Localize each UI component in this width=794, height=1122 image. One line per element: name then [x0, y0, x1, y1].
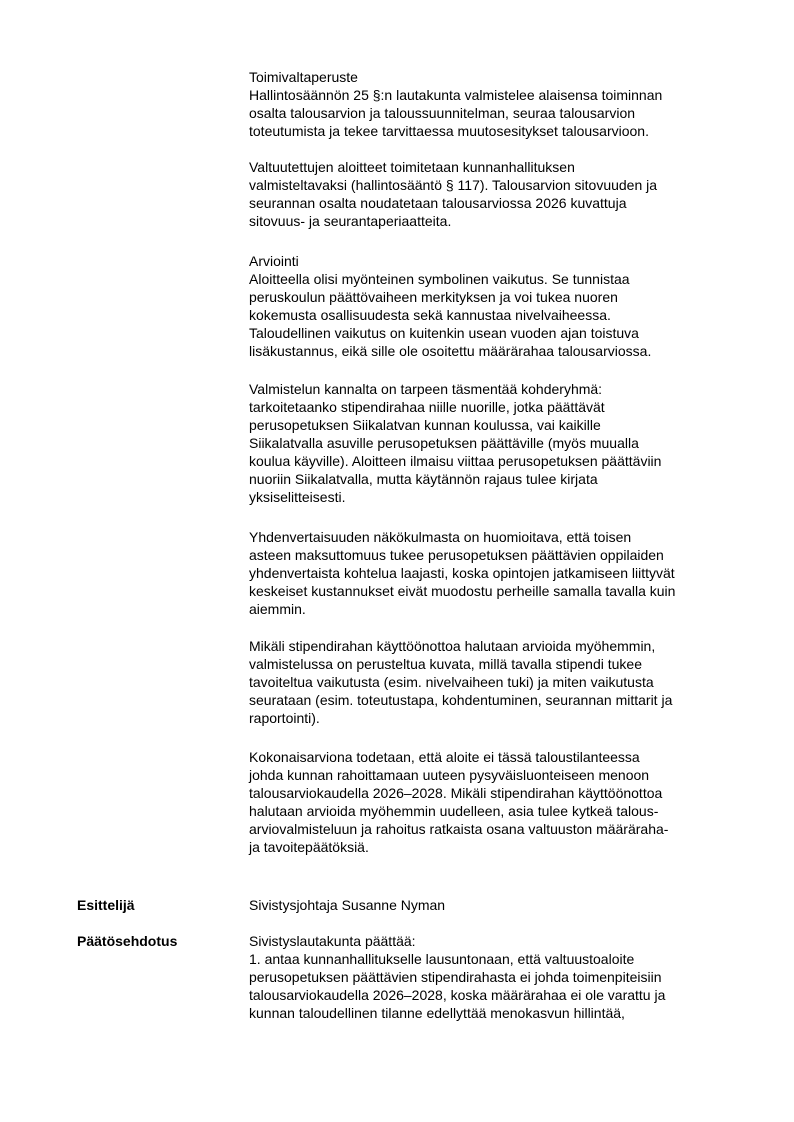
text-line: Sivistyslautakunta päättää:	[249, 933, 416, 949]
text-line: sitovuus- ja seurantaperiaatteita.	[249, 213, 452, 229]
text-line: aiemmin.	[249, 601, 306, 617]
paragraph-myohempi-arviointi	[249, 637, 749, 727]
text-line: Valmistelun kannalta on tarpeen täsmentää kohderyhmä:	[249, 381, 603, 397]
paatosehdotus-text	[249, 932, 749, 1022]
paragraph-kohderyhma	[249, 380, 749, 506]
paragraph-toimivaltaperuste	[249, 68, 749, 140]
text-line: Sivistysjohtaja Susanne Nyman	[249, 897, 446, 913]
text-line: 1. antaa kunnanhallitukselle lausuntonaan, että valtuustoaloite	[249, 951, 635, 967]
text-line: lisäkustannus, eikä sille ole osoitettu määrärahaa talousarviossa.	[249, 343, 652, 359]
text-line: keskeiset kustannukset eivät muodostu perheille samalla tavalla kuin	[249, 583, 676, 599]
text-line: talousarviokaudella 2026–2028. Mikäli stipendirahan käyttöönottoa	[249, 785, 663, 801]
paragraph-yhdenvertaisuus	[249, 528, 749, 618]
text-line: talousarviokaudella 2026–2028, koska määrärahaa ei ole varattu ja	[249, 987, 666, 1003]
esittelija-value	[249, 896, 749, 914]
text-line: tarkoitetaanko stipendirahaa niille nuorille, jotka päättävät	[249, 399, 605, 415]
text-line: Valtuutettujen aloitteet toimitetaan kunnanhallituksen	[249, 159, 575, 175]
paatosehdotus-label: Päätösehdotus	[77, 933, 178, 949]
text-line: perusopetuksen Siikalatvan kunnan koulussa, vai kaikille	[249, 417, 601, 433]
text-line: Toimivaltaperuste	[249, 69, 358, 85]
text-line: kokemusta osallisuudesta sekä kannustaa nivelvaiheessa.	[249, 307, 611, 323]
text-line: raportointi).	[249, 710, 320, 726]
text-line: kunnan taloudellinen tilanne edellyttää menokasvun hillintää,	[249, 1005, 625, 1021]
text-line: yksiselitteisesti.	[249, 489, 346, 505]
text-line: ja tavoitepäätöksiä.	[249, 839, 369, 855]
text-line: Kokonaisarviona todetaan, että aloite ei tässä taloustilanteessa	[249, 749, 640, 765]
text-line: Arviointi	[249, 253, 299, 269]
text-line: seurataan (esim. toteutustapa, kohdentuminen, seurannan mittarit ja	[249, 692, 673, 708]
text-line: arviovalmisteluun ja rahoitus ratkaista osana valtuuston määräraha-	[249, 821, 669, 837]
text-line: koulua käyville). Aloitteen ilmaisu viittaa perusopetuksen päättäviin	[249, 453, 662, 469]
text-line: osalta talousarvion ja taloussuunnitelman, seuraa talousarvion	[249, 105, 636, 121]
text-line: Aloitteella olisi myönteinen symbolinen vaikutus. Se tunnistaa	[249, 271, 630, 287]
text-line: valmistelussa on perusteltua kuvata, millä tavalla stipendi tukee	[249, 656, 642, 672]
text-line: valmisteltavaksi (hallintosääntö § 117). Talousarvion sitovuuden ja	[249, 177, 658, 193]
text-line: tavoiteltua vaikutusta (esim. nivelvaiheen tuki) ja miten vaikutusta	[249, 674, 654, 690]
text-line: perusopetuksen päättävien stipendirahasta ei johda toimenpiteisiin	[249, 969, 662, 985]
text-line: Siikalatvalla asuville perusopetuksen päättäville (myös muualla	[249, 435, 639, 451]
text-line: johda kunnan rahoittamaan uuteen pysyväisluonteiseen menoon	[249, 767, 650, 783]
text-line: Hallintosäännön 25 §:n lautakunta valmistelee alaisensa toiminnan	[249, 87, 663, 103]
text-line: Yhdenvertaisuuden näkökulmasta on huomioitava, että toisen	[249, 529, 632, 545]
text-line: Taloudellinen vaikutus on kuitenkin usean vuoden ajan toistuva	[249, 325, 639, 341]
text-line: peruskoulun päättövaiheen merkityksen ja voi tukea nuoren	[249, 289, 618, 305]
text-line: asteen maksuttomuus tukee perusopetuksen päättävien oppilaiden	[249, 547, 664, 563]
text-line: yhdenvertaista kohtelua laajasti, koska opintojen jatkamiseen liittyvät	[249, 565, 675, 581]
text-line: seurannan osalta noudatetaan talousarviossa 2026 kuvattuja	[249, 195, 627, 211]
esittelija-label: Esittelijä	[77, 897, 135, 913]
text-line: Mikäli stipendirahan käyttöönottoa halutaan arvioida myöhemmin,	[249, 638, 656, 654]
text-line: halutaan arvioida myöhemmin uudelleen, asia tulee kytkeä talous-	[249, 803, 659, 819]
paragraph-arviointi	[249, 252, 749, 360]
text-line: nuoriin Siikalatvalla, mutta käytännön rajaus tulee kirjata	[249, 471, 598, 487]
paragraph-kokonaisarvio	[249, 748, 749, 856]
paragraph-valtuutettujen-aloitteet	[249, 158, 749, 230]
text-line: toteutumista ja tekee tarvittaessa muutosesitykset talousarvioon.	[249, 123, 649, 139]
